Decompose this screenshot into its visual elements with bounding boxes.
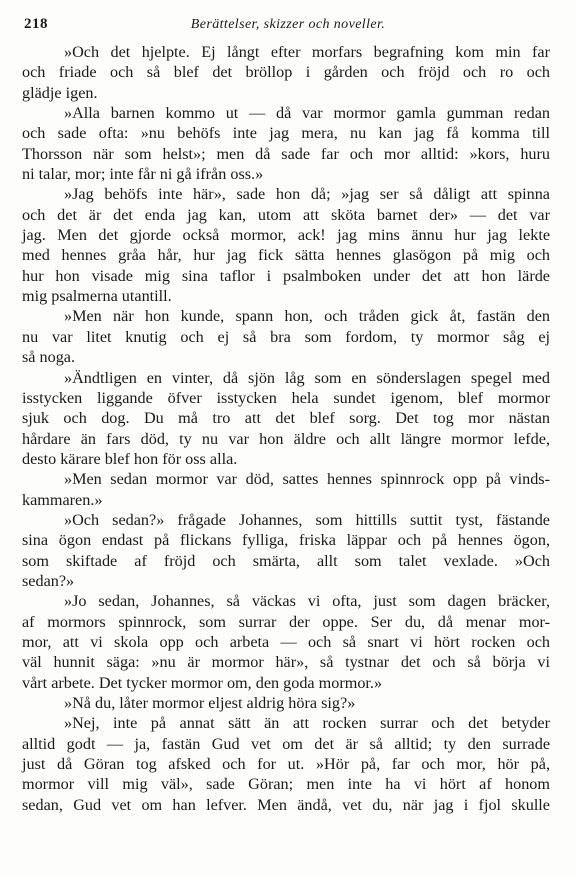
page-header (20, 14, 556, 36)
text-line: ni talar, mor; inte får ni gå ifrån oss.» (22, 165, 264, 184)
text-line: »Ändtligen en vinter, då sjön låg som en sönderslagen spegel med (64, 368, 550, 387)
page-number: 218 (24, 16, 48, 32)
text-line: med hennes gråa hår, hur jag fick sätta hennes glasögon på mig och (22, 246, 550, 265)
text-line: mig psalmerna utantill. (22, 287, 172, 306)
text-line: just då Göran tog afsked och for ut. »Hör på, far och mor, hör på, (22, 755, 550, 774)
text-line: »Jag behöfs inte här», sade hon då; »jag ser så dåligt att spinna (64, 185, 550, 204)
text-line: sedan, Gud vet om han lefver. Men ändå, vet du, när jag i fjol skulle (22, 795, 550, 814)
text-line: »Nå du, låter mormor eljest aldrig höra sig?» (64, 694, 356, 712)
text-line: väl hunnit säga: »nu är mormor här», så tystnar det och så börja vi (22, 653, 550, 672)
text-line: Thorsson när som helst»; men då sade far och mor alltid: »kors, huru (22, 144, 550, 163)
text-line: som skiftade af fröjd och smärta, allt som talet vexlade. »Och (22, 551, 550, 570)
text-line: glädje igen. (22, 83, 98, 102)
text-line: nu var litet knutig och ej så bra som fordom, ty mormor såg ej (22, 327, 550, 346)
text-line: desto kärare blef hon för oss alla. (22, 449, 238, 468)
text-line: jag. Men det gjorde också mormor, ack! jag mins ännu hur jag lekte (22, 226, 550, 245)
text-line: mormor vill mig väl», sade Göran; men inte ha vi hört af honom (22, 775, 550, 794)
text-line: och det är det enda jag kan, utom att sköta barnet der» — det var (22, 205, 550, 224)
text-line: hur hon visade mig sina taflor i psalmboken under det att hon lärde (22, 266, 550, 285)
text-line: mor, att vi skola opp och arbeta — och så snart vi hört rocken och (22, 632, 550, 651)
text-line: af mormors spinnrock, som surrar der oppe. Ser du, då menar mor- (22, 612, 550, 631)
text-line: »Men när hon kunde, spann hon, och tråden gick åt, fastän den (64, 307, 550, 326)
running-head: Berättelser, skizzer och noveller. (190, 17, 386, 32)
text-line: isstycken liggande öfver isstycken hela sundet igenom, blef mormor (22, 388, 550, 407)
text-line: och friade och så blef det bröllop i gården och fröjd och ro och (22, 63, 550, 82)
text-line: hårdare än fars död, ty nu var hon äldre och allt längre mormor lefde, (22, 429, 550, 448)
text-line: så noga. (22, 348, 76, 367)
text-line: kammaren.» (22, 490, 103, 509)
text-line: sedan?» (22, 571, 75, 590)
text-line: »Och sedan?» frågade Johannes, som hittills suttit tyst, fästande (64, 510, 550, 529)
text-line: »Och det hjelpte. Ej långt efter morfars begrafning kom min far (64, 43, 550, 61)
text-line: sina ögon endast på flickans fylliga, friska läppar och på hennes ögon, (22, 531, 550, 550)
text-line: vårt arbete. Det tycker mormor om, den goda mormor.» (22, 673, 383, 692)
text-line: »Jo sedan, Johannes, så väckas vi ofta, just som dagen bräcker, (64, 592, 550, 611)
text-line: »Men sedan mormor var död, sattes hennes spinnrock opp på vinds- (64, 470, 550, 489)
body-text (22, 42, 550, 815)
text-line: och sade ofta: »nu behöfs inte jag mera, nu kan jag få komma till (22, 124, 550, 143)
text-line: sjuk och dog. Du må tro att det blef sorg. Det tog mor nästan (22, 409, 550, 428)
text-line: »Nej, inte på annat sätt än att rocken surrar och det betyder (64, 714, 550, 733)
text-line: alltid godt — ja, fastän Gud vet om det är så alltid; ty den surrade (22, 734, 550, 753)
text-line: »Alla barnen kommo ut — då var mormor gamla gumman redan (64, 104, 550, 123)
